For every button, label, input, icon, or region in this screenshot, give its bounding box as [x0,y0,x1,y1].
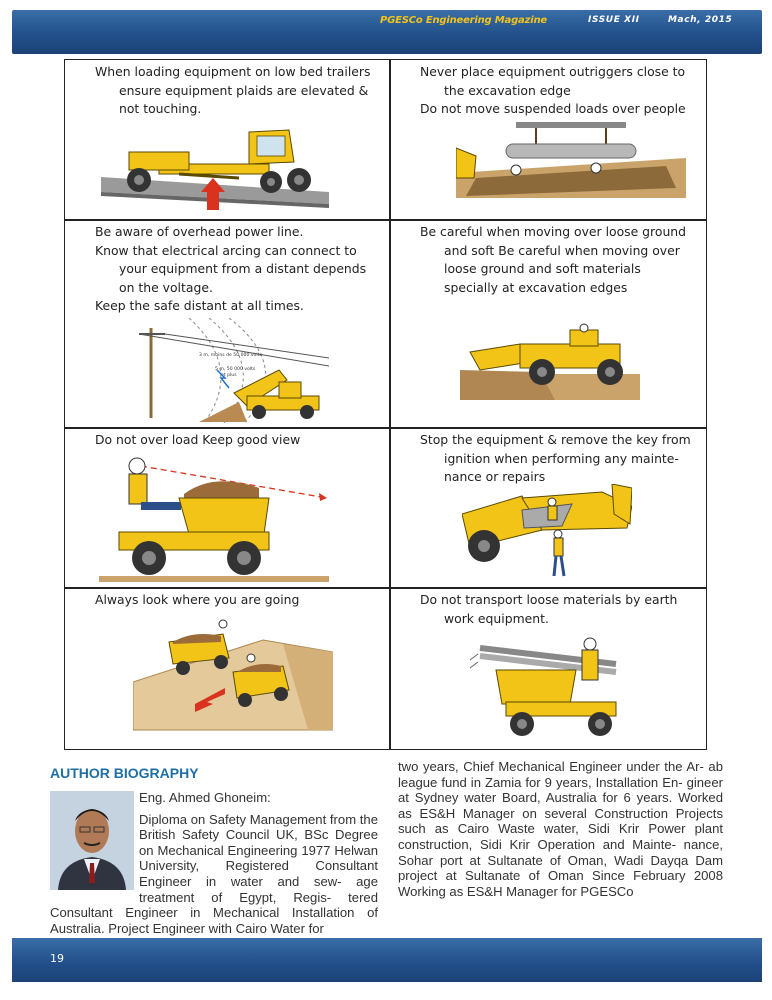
author-name: Eng. Ahmed Ghoneim: [139,790,271,805]
tip-text [95,223,379,316]
maintenance-loader-illustration [462,484,632,584]
distance-label: 5 m, 50 000 volts [215,367,256,372]
tip-text [95,591,379,610]
tip-line: Stop the equipment & remove the key from ignition when performing any mainte- nance or repairs [420,432,691,484]
bio-text-right: two years, Chief Mechanical Engineer under the Ar- ab league fund in Zamia for 9 years, Installation En- gineer at Sydney water Board, Australia for 6 years. Worked as ES&H Manager on several Construction Projects such as Cairo Waste water, Sidi Krir Power plant construction, Sidi Krir Operation and Mainte- nance, Sohar port at Sultanate of Oman, Wadi Dayqa Dam project at Sultanate of Oman Since February 2008 Working as ES&H Manager for PGESCo [398,759,723,899]
dumpers-on-slope-illustration [133,612,333,732]
tip-text [420,591,698,628]
distance-label: 3 m, moins de 50 000 volts [199,353,262,358]
distance-label: et plus [221,373,237,378]
tip-line: Keep the safe distant at all times. [95,298,304,313]
tip-cell [390,428,708,587]
tip-line: Do not over load Keep good view [95,432,301,447]
grader-loading-trailer-illustration [99,122,339,212]
dumper-carrying-pipes-illustration [466,630,636,740]
tip-text [420,431,698,487]
tip-line: Never place equipment outriggers close to the excavation edge [420,64,686,98]
magazine-title: PGESCo Engineering Magazine [380,15,547,26]
tip-line: Know that electrical arcing can connect to your equipment from a distant depends on the voltage. [95,242,367,295]
issue-label: ISSUE XII [588,15,640,25]
overloaded-dumper-sightline-illustration [99,454,329,584]
tip-cell [65,220,389,427]
bio-text-left [50,790,378,936]
loader-at-excavation-edge-illustration [460,322,640,400]
tip-line: Be aware of overhead power line. [95,224,304,239]
tip-line: When loading equipment on low bed trailers ensure equipment plaids are elevated & not touching. [95,64,371,116]
issue-date: Mach, 2015 [668,15,733,25]
tip-cell [390,588,708,751]
tip-line: Do not transport loose materials by earth work equipment. [420,592,678,626]
tip-text [420,63,698,119]
tip-text [95,431,379,450]
tip-cell [65,428,389,587]
footer-bar [12,938,762,982]
tip-cell [390,220,708,427]
tip-line: Always look where you are going [95,592,300,607]
tip-text [420,223,698,297]
photo-spacer [50,790,139,894]
tip-line: Do not move suspended loads over people [420,101,686,116]
tip-cell [65,60,389,219]
bio-paragraph: Diploma on Safety Management from the British Safety Council UK, BSc Degree on Mechanical Engineering 1977 Helwan University, Registered Consultant Engineer in water and sew- age treatment of Egypt, Regis- tered Consultant Engineer in Mechanical Installation of Australia. Project Engineer with Cairo Water for [50,811,378,936]
page-number: 19 [50,952,64,965]
tip-line: Be careful when moving over loose ground and soft Be careful when moving over loose ground and soft materials specially at excavation edges [420,224,687,295]
tip-cell [390,60,708,219]
bio-heading: AUTHOR BIOGRAPHY [50,765,199,781]
tip-cell [65,588,389,751]
tip-text [95,63,379,119]
suspended-pipe-over-trench-illustration [456,118,686,198]
safety-tips-table [64,59,707,750]
dumper-near-power-line-illustration [129,318,329,423]
